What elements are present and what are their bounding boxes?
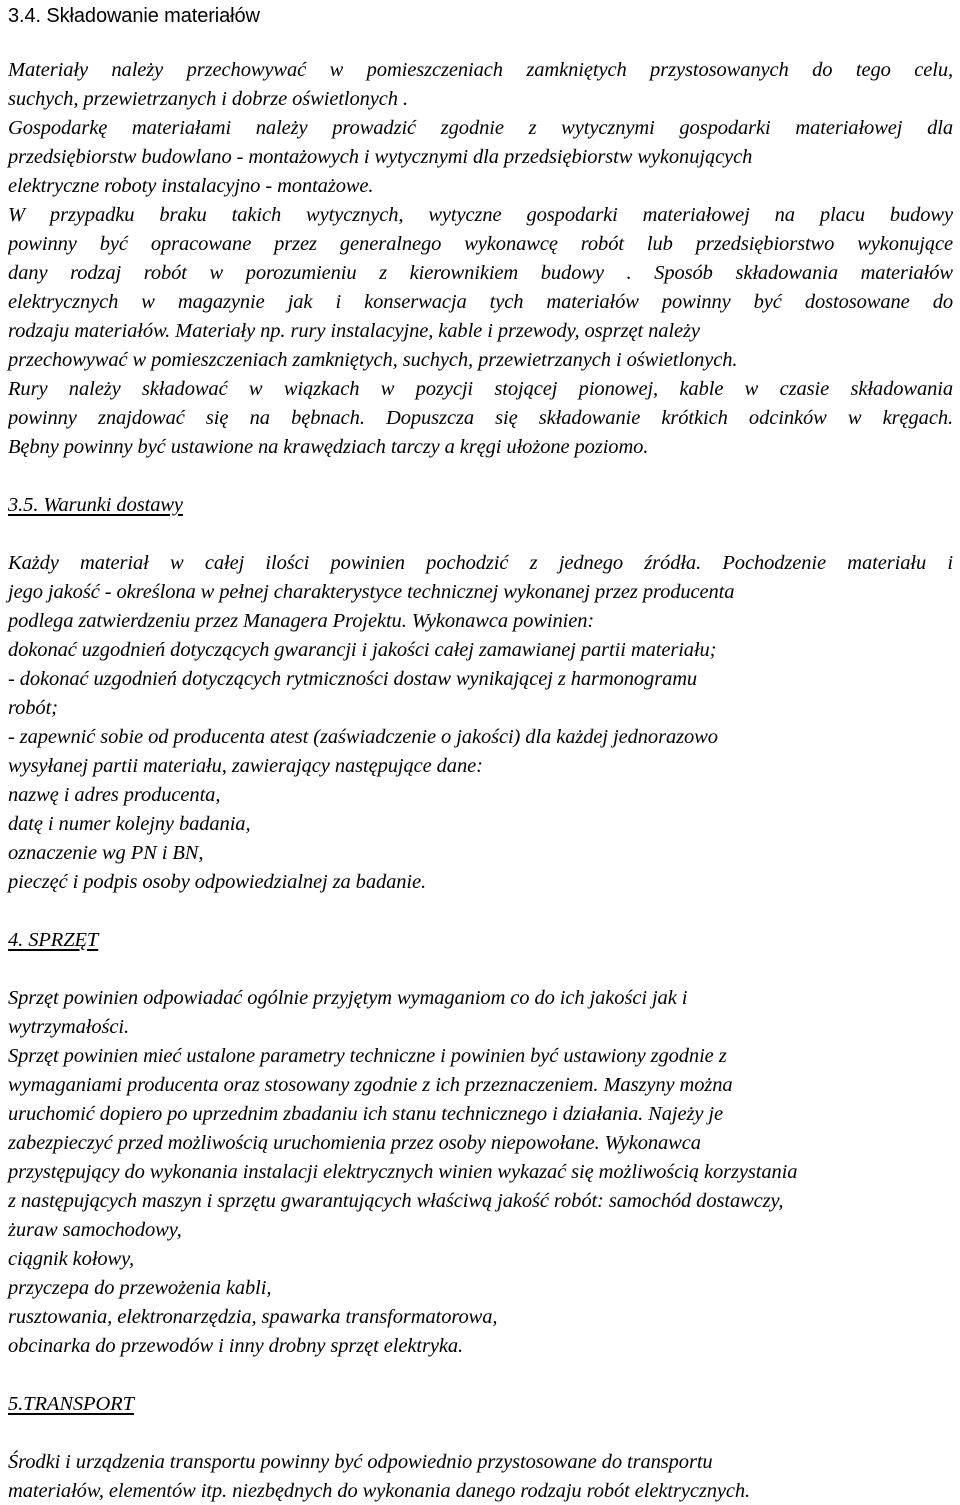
paragraph-line: rodzaju materiałów. Materiały np. rury instalacyjne, kable i przewody, osprzęt należy [8,320,700,342]
paragraph-line: przystępujący do wykonania instalacji elektrycznych winien wykazać się możliwością korzystania [8,1161,798,1183]
list-item: ciągnik kołowy, [8,1248,135,1270]
paragraph-line: Materiały należy przechowywać w pomieszczeniach zamkniętych przystosowanych do tego celu, [8,59,953,81]
list-item: obcinarka do przewodów i inny drobny sprzęt elektryka. [8,1335,464,1357]
paragraph-line: przechowywać w pomieszczeniach zamkniętych, suchych, przewietrzanych i oświetlonych. [8,349,738,371]
paragraph-line: elektryczne roboty instalacyjno - montażowe. [8,175,374,197]
paragraph-line: Sprzęt powinien odpowiadać ogólnie przyjętym wymaganiom co do ich jakości jak i [8,987,688,1009]
paragraph-line: wytrzymałości. [8,1016,130,1038]
paragraph-line: powinny być opracowane przez generalnego wykonawcę robót lub przedsiębiorstwo wykonujące [8,233,953,255]
paragraph-line: wysyłanej partii materiału, zawierający następujące dane: [8,755,483,777]
list-item: datę i numer kolejny badania, [8,813,251,835]
paragraph-line: Sprzęt powinien mieć ustalone parametry techniczne i powinien być ustawiony zgodnie z [8,1045,727,1067]
paragraph-line: dany rodzaj robót w porozumieniu z kierownikiem budowy . Sposób składowania materiałów [8,262,953,284]
paragraph-line: Rury należy składować w wiązkach w pozycji stojącej pionowej, kable w czasie składowania [8,378,953,400]
section-heading: 3.5. Warunki dostawy [8,494,183,516]
paragraph-line: - dokonać uzgodnień dotyczących rytmiczności dostaw wynikającej z harmonogramu [8,668,698,690]
list-item: pieczęć i podpis osoby odpowiedzialnej za badanie. [8,871,427,893]
paragraph-line: uruchomić dopiero po uprzednim zbadaniu ich stanu technicznego i działania. Najeży je [8,1103,723,1125]
paragraph-line: Każdy materiał w całej ilości powinien pochodzić z jednego źródła. Pochodzenie materiału i [8,552,953,574]
paragraph-line: Gospodarkę materiałami należy prowadzić zgodnie z wytycznymi gospodarki materiałowej dla [8,117,953,139]
section-heading: 3.4. Składowanie materiałów [8,5,260,27]
paragraph-line: elektrycznych w magazynie jak i konserwacja tych materiałów powinny być dostosowane do [8,291,953,313]
paragraph-line: suchych, przewietrzanych i dobrze oświetlonych . [8,88,409,110]
list-item: żuraw samochodowy, [8,1219,182,1241]
list-item: nazwę i adres producenta, [8,784,221,806]
paragraph-line: - zapewnić sobie od producenta atest (zaświadczenie o jakości) dla każdej jednorazowo [8,726,718,748]
list-item: przyczepa do przewożenia kabli, [8,1277,272,1299]
section-heading: 5.TRANSPORT [8,1393,134,1415]
paragraph-line: robót; [8,697,58,719]
paragraph-line: zabezpieczyć przed możliwością uruchomienia przez osoby niepowołane. Wykonawca [8,1132,701,1154]
paragraph-line: W przypadku braku takich wytycznych, wytyczne gospodarki materiałowej na placu budowy [8,204,953,226]
list-item: oznaczenie wg PN i BN, [8,842,204,864]
list-item: rusztowania, elektronarzędzia, spawarka transformatorowa, [8,1306,498,1328]
paragraph-line: powinny znajdować się na bębnach. Dopuszcza się składowanie krótkich odcinków w kręgach. [8,407,953,429]
paragraph-line: z następujących maszyn i sprzętu gwarantujących właściwą jakość robót: samochód dostawczy, [8,1190,784,1212]
section-heading: 4. SPRZĘT [8,929,99,951]
paragraph-line: materiałów, elementów itp. niezbędnych do wykonania danego rodzaju robót elektrycznych. [8,1480,751,1502]
paragraph-line: wymaganiami producenta oraz stosowany zgodnie z ich przeznaczeniem. Maszyny można [8,1074,733,1096]
paragraph-line: przedsiębiorstw budowlano - montażowych i wytycznymi dla przedsiębiorstw wykonujących [8,146,753,168]
paragraph-line: jego jakość - określona w pełnej charakterystyce technicznej wykonanej przez producenta [8,581,735,603]
paragraph-line: podlega zatwierdzeniu przez Managera Projektu. Wykonawca powinien: [8,610,595,632]
paragraph-line: Bębny powinny być ustawione na krawędziach tarczy a kręgi ułożone poziomo. [8,436,649,458]
paragraph-line: dokonać uzgodnień dotyczących gwarancji i jakości całej zamawianej partii materiału; [8,639,717,661]
paragraph-line: Środki i urządzenia transportu powinny być odpowiednio przystosowane do transportu [8,1451,713,1473]
